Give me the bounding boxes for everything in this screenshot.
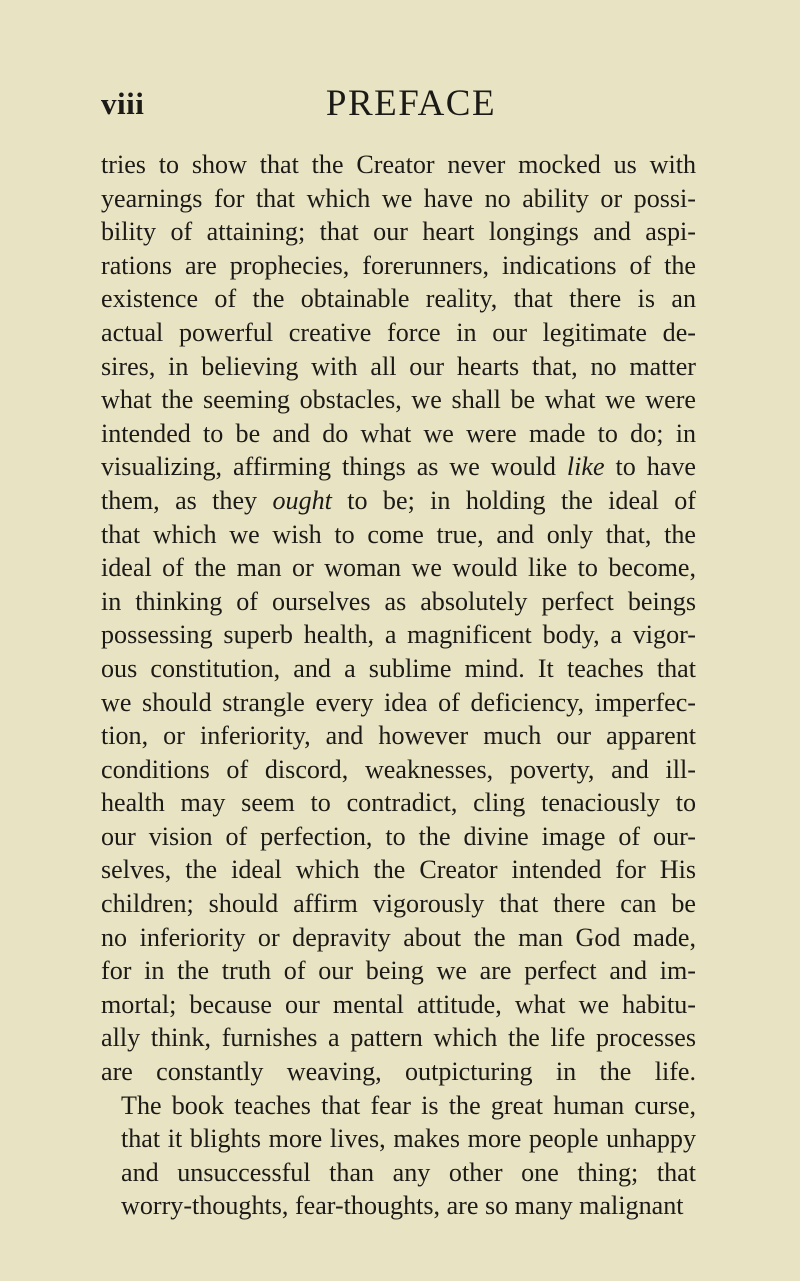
italic-word: ought xyxy=(272,485,332,515)
text-line: ous constitution, and a sublime mind. It teaches that xyxy=(101,653,696,683)
text-line: are constantly weaving, outpicturing in the life. xyxy=(101,1057,696,1087)
text-line: tries to show that the Creator never mocked us with xyxy=(101,150,696,179)
text-line: children; should affirm vigorously that there can be xyxy=(101,889,696,919)
paragraph-2 xyxy=(101,1089,696,1223)
text-line: visualizing, affirming things as we would like to have xyxy=(101,452,696,482)
paragraph-1 xyxy=(101,148,696,1089)
text-line: sires, in believing with all our hearts that, no matter xyxy=(101,351,696,381)
body-text xyxy=(101,148,696,1223)
text-line: our vision of perfection, to the divine image of our- xyxy=(101,821,696,851)
text-line: existence of the obtainable reality, that there is an xyxy=(101,284,696,314)
text-line: that it blights more lives, makes more people unhappy xyxy=(121,1124,696,1154)
text-line: for in the truth of our being we are perfect and im- xyxy=(101,956,696,986)
text-line: The book teaches that fear is the great human curse, xyxy=(121,1090,696,1120)
page-number: viii xyxy=(101,86,145,121)
text-line: them, as they ought to be; in holding the ideal of xyxy=(101,485,696,515)
text-line: no inferiority or depravity about the man God made, xyxy=(101,922,696,952)
text-line: ideal of the man or woman we would like to become, xyxy=(101,553,696,583)
text-line: rations are prophecies, forerunners, indications of the xyxy=(101,250,696,280)
text-line: bility of attaining; that our heart longings and aspi- xyxy=(101,217,696,247)
text-line: mortal; because our mental attitude, what we habitu- xyxy=(101,989,696,1019)
text-line: health may seem to contradict, cling tenaciously to xyxy=(101,788,696,818)
text-line: yearnings for that which we have no ability or possi- xyxy=(101,183,696,213)
text-line: conditions of discord, weaknesses, poverty, and ill- xyxy=(101,754,696,784)
text-line: we should strangle every idea of deficiency, imperfec- xyxy=(101,687,696,717)
text-line: selves, the ideal which the Creator intended for His xyxy=(101,855,696,885)
text-line: in thinking of ourselves as absolutely perfect beings xyxy=(101,586,696,616)
page-title: PREFACE xyxy=(325,83,497,124)
text-line: worry-thoughts, fear-thoughts, are so many malignant xyxy=(121,1191,684,1221)
text-line: tion, or inferiority, and however much our apparent xyxy=(101,721,696,751)
text-line: and unsuccessful than any other one thing; that xyxy=(121,1157,696,1187)
text-line: what the seeming obstacles, we shall be what we were xyxy=(101,385,696,415)
italic-word: like xyxy=(566,452,605,482)
text-line: that which we wish to come true, and only that, the xyxy=(101,519,696,549)
text-line: ally think, furnishes a pattern which the life processes xyxy=(101,1023,696,1053)
text-line: intended to be and do what we were made to do; in xyxy=(101,418,696,448)
text-line: actual powerful creative force in our legitimate de- xyxy=(101,317,696,347)
text-line: possessing superb health, a magnificent body, a vigor- xyxy=(101,620,696,650)
running-header xyxy=(101,84,721,128)
